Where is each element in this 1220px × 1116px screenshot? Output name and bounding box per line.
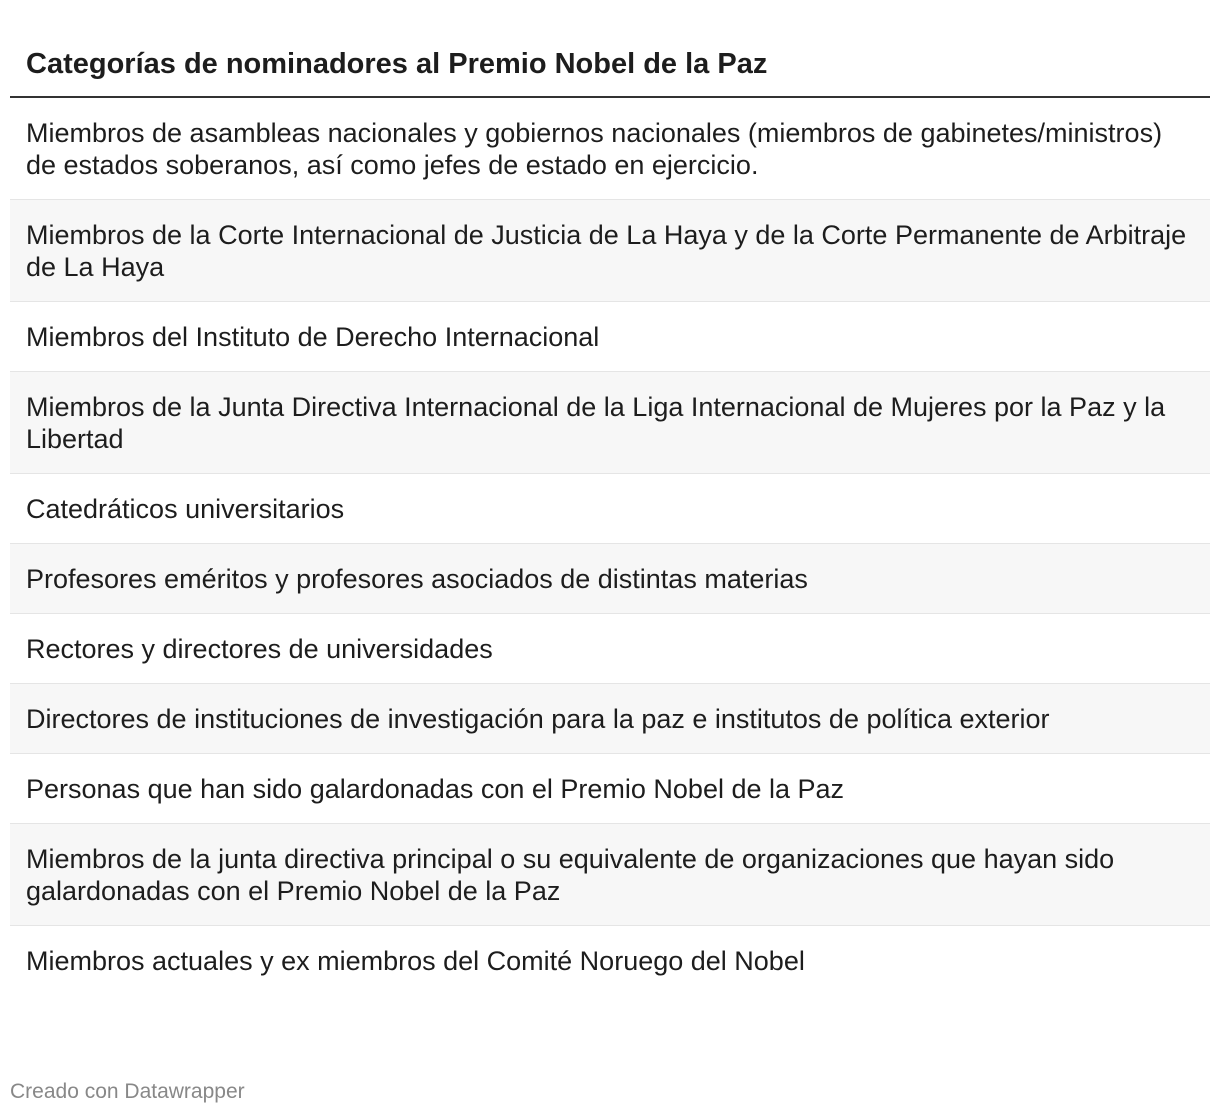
table-column-header[interactable]: Categorías de nominadores al Premio Nobel de la Paz [10,30,1210,98]
table-row: Miembros de la Junta Directiva Internacional de la Liga Internacional de Mujeres por la Paz y la Libertad [10,372,1210,474]
table-row: Directores de instituciones de investigación para la paz e institutos de política exterior [10,684,1210,754]
nominators-table [10,30,1210,995]
table-row: Profesores eméritos y profesores asociados de distintas materias [10,544,1210,614]
table-row: Personas que han sido galardonadas con el Premio Nobel de la Paz [10,754,1210,824]
table-row: Miembros de la junta directiva principal o su equivalente de organizaciones que hayan sido galardonadas con el Premio Nobel de la Paz [10,824,1210,926]
table-row: Miembros de la Corte Internacional de Justicia de La Haya y de la Corte Permanente de Arbitraje de La Haya [10,200,1210,302]
table-row: Miembros del Instituto de Derecho Internacional [10,302,1210,372]
table-row: Miembros actuales y ex miembros del Comité Noruego del Nobel [26,946,805,976]
table-row: Catedráticos universitarios [10,474,1210,544]
table-row: Rectores y directores de universidades [10,614,1210,684]
datawrapper-credit[interactable]: Creado con Datawrapper [10,1080,245,1103]
table-row: Miembros de asambleas nacionales y gobiernos nacionales (miembros de gabinetes/ministros) de estados soberanos, así como jefes de estado en ejercicio. [10,98,1210,200]
